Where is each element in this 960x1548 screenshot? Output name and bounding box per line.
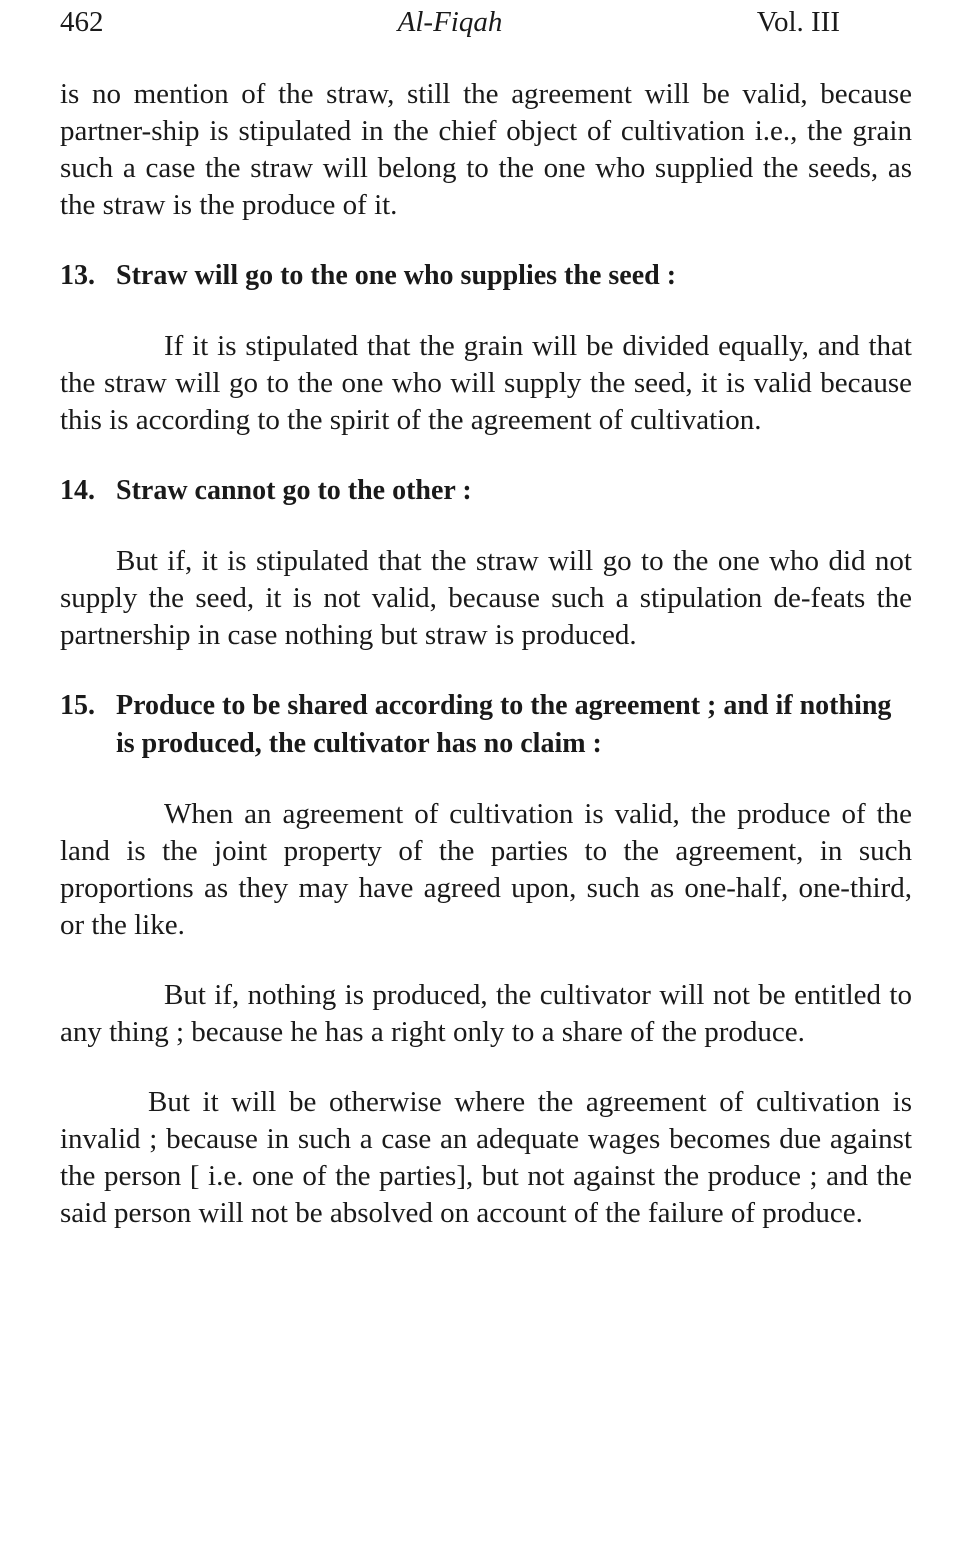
section-paragraph: But if, nothing is produced, the cultivator will not be entitled to any thing ; because he has a right only to a share of the produce.	[60, 979, 912, 1048]
section-paragraph: When an agreement of cultivation is valid, the produce of the land is the joint property of the parties to the agreement, in such proportions as they may have agreed upon, such as one-half, one-third, or the like.	[60, 798, 912, 941]
section-paragraph: But if, it is stipulated that the straw will go to the one who did not supply the seed, it is not valid, because such a stipulation de-feats the partnership in case nothing but straw is produced.	[60, 545, 912, 651]
section-number: 14.	[60, 475, 95, 506]
section-title: Produce to be shared according to the agreement ; and if nothing is produced, the cultivator has no claim :	[116, 690, 892, 759]
section-title: Straw will go to the one who supplies the seed :	[116, 260, 677, 291]
running-title: Al-Fiqah	[397, 6, 503, 38]
section-heading-15	[60, 687, 912, 763]
section-number: 13.	[60, 260, 95, 291]
intro-paragraph: is no mention of the straw, still the agreement will be valid, because partner-ship is stipulated in the chief object of cultivation i.e., the grain such a case the straw will belong to the one who supplied the seeds, as the straw is the produce of it.	[60, 78, 912, 221]
section-title: Straw cannot go to the other :	[116, 475, 472, 506]
page-number: 462	[60, 6, 104, 38]
section-paragraph: But it will be otherwise where the agreement of cultivation is invalid ; because in such a case an adequate wages becomes due against the person [ i.e. one of the parties], but not against the produce ; and the said person will not be absolved on account of the failure of produce.	[60, 1086, 912, 1229]
section-heading-13	[60, 257, 912, 295]
section-heading-14	[60, 472, 912, 510]
section-number: 15.	[60, 690, 95, 721]
volume-label: Vol. III	[756, 6, 840, 38]
page-body	[60, 76, 912, 1232]
section-paragraph: If it is stipulated that the grain will be divided equally, and that the straw will go to the one who will supply the seed, it is valid because this is according to the spirit of the agreement of cultivation.	[60, 330, 912, 436]
running-header	[60, 2, 840, 42]
